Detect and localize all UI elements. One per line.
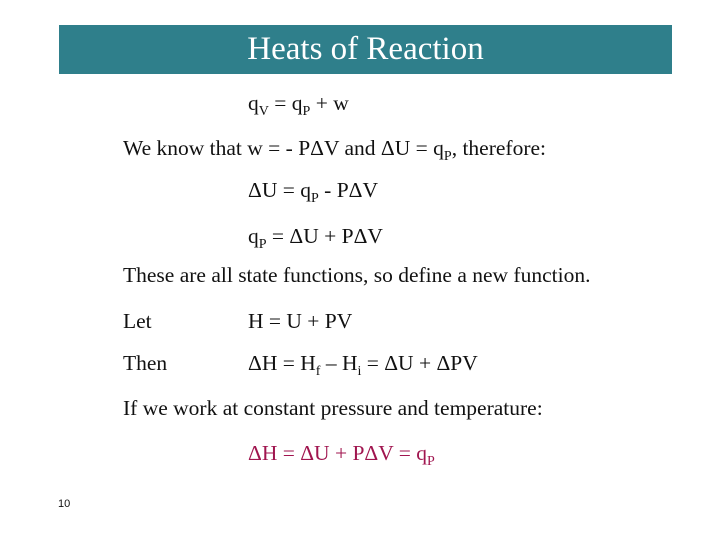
- eq-text: = q: [393, 441, 428, 465]
- then-label: Then: [123, 351, 168, 375]
- statement-state-functions: These are all state functions, so define a new function.: [123, 263, 591, 287]
- equation-qp: [248, 224, 383, 252]
- equation-qv: [248, 91, 349, 119]
- slide-title: Heats of Reaction: [247, 31, 484, 67]
- eq-text: - PΔV: [318, 178, 379, 202]
- eq-text: ΔH = H: [248, 351, 316, 375]
- eq-subscript: f: [315, 363, 321, 379]
- eq-text: = ΔU + ΔPV: [361, 351, 478, 375]
- eq-subscript: P: [302, 103, 311, 119]
- eq-text: ΔU = q: [248, 178, 311, 202]
- eq-text: – H: [320, 351, 358, 375]
- eq-text: ΔH = ΔU + PΔV: [248, 441, 394, 465]
- eq-text: = ΔU + PΔV: [266, 224, 383, 248]
- equation-enthalpy-def: H = U + PV: [248, 309, 353, 333]
- equation-delta-h-qp: [248, 441, 435, 469]
- equation-delta-u: [248, 178, 379, 206]
- eq-text: q: [248, 91, 259, 115]
- let-label: Let: [123, 309, 152, 333]
- page-number: 10: [58, 498, 71, 510]
- statement-constant-pressure: If we work at constant pressure and temperature:: [123, 396, 543, 420]
- eq-subscript: V: [258, 103, 269, 119]
- eq-subscript: P: [427, 453, 435, 469]
- equation-delta-h: [248, 351, 478, 379]
- statement-we-know: [123, 136, 546, 164]
- eq-subscript: P: [443, 148, 452, 164]
- title-bar: [59, 25, 672, 74]
- eq-text: We know that w = - PΔV and ΔU = q: [123, 136, 444, 160]
- eq-subscript: P: [310, 190, 319, 206]
- eq-subscript: i: [357, 363, 362, 379]
- eq-text: = q: [268, 91, 303, 115]
- eq-text: q: [248, 224, 259, 248]
- eq-text: + w: [310, 91, 349, 115]
- eq-subscript: P: [258, 236, 267, 252]
- eq-text: , therefore:: [451, 136, 546, 160]
